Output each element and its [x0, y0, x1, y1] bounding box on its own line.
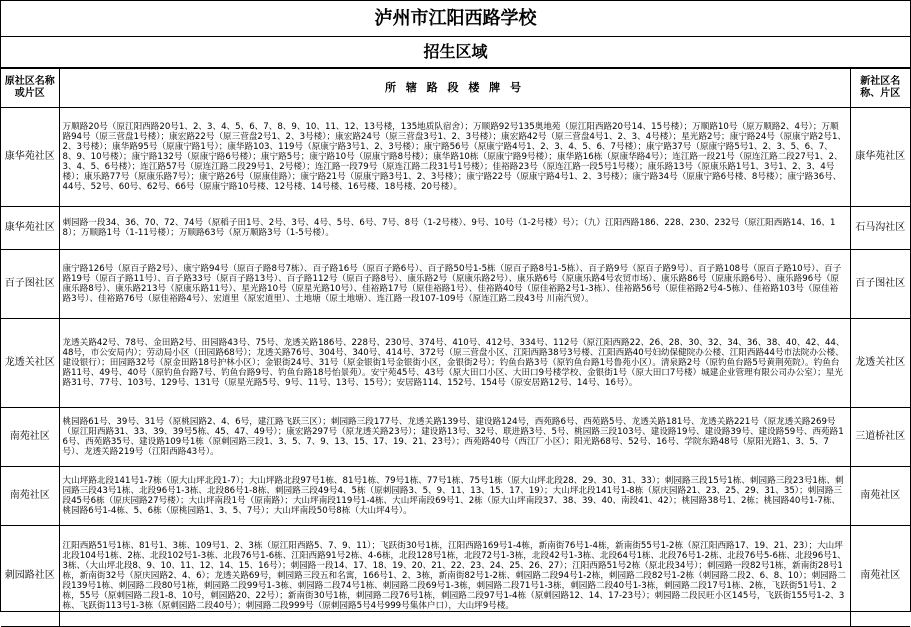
- zone-table: [1, 68, 910, 627]
- old-community-cell: 南苑社区: [1, 408, 59, 467]
- address-cell: 龙透关路42号、78号、金田路2号、田园路43号、75号、龙透关路186号、228号、230号、374号、410号、412号、334号、112号（原江阳西路22、26、28、30、32、34、36、38、40、42、44、48号，市公安局内）；劳动局小区（田园路68号）；龙透关路76号、304号、340号、414号、372号（原三营盘小区、江阳西路38号3号楼、江阳西路40号妇幼保健院办公楼、江阳西路44号市法院办公楼、建设银行）；田园路32号（原金田路18号护林小区）；金银街24号、31号（原金银街1号金银街小区，金银街2号）；钓鱼台路3号（原钓鱼台路1号鲁苑小区）。清泉路2号（原钓鱼台路5号黄荆苑院）。钓鱼台路11号、49号、40号（原钓鱼台路7号、钓鱼台路9号、钓鱼台路18号怡景苑）。安宁苑45号、43号（原大田口小区、大田口9号楼学校、金银街1号（原大田口7号楼）城建企业管理有限公司办公室）；星光路31号、77号、103号、129号、131号（原星光路5号、9号、11号、13号、15号）；安居路114、152号、154号（原安居路12号、14号、16号）。: [59, 319, 850, 408]
- table-row: [1, 467, 910, 526]
- header-old-community: 原社区名称或片区: [1, 69, 59, 108]
- address-cell: 江阳西路51号1栋、81号1、3栋、109号1、2、3栋（原江阳西路5、7、9、11）；飞跃街30号1栋，江阳西路169号1-4栋，新南街76号1-4栋，新南街55号1-2栋（原江阳西路17、19、21、23）；大山坪北段104号1栋、2栋、北段102号1-3栋、北段76号1-6栋、江阳西路91号2栋、4-6栋，北段128号1栋，北段72号1-3栋，北段42号1-3栋、北段64号1栋、北段76号1-2栋、北段76号5-6栋、北段96号1、3栋、（大山坪北段8、9、10、11、12、14、15、16号）；刺园路一段14、17、18、19、20、21、22、23、24、25、26、27）；江阳西路51号2栋（原北段34号）；刺园路一段82号1栋，新南街28号1栋，新南街32号（原庆园路2、4、6）；龙透关路69号，刺园路三段五和名寓，166号1、2、3栋，新南街82号1-2栋、刺园路二段94号1-2栋，刺园路二段82号1-2栋（刺园路二段2、6、8、10）；刺园路二段139号1栋、刺园路二段80号1栋，刺园路二段99号1-3栋、刺园路二段74号1栋、刺园路二段69号1-3栋，刺园路二段71号1-3栋，刺园路二段40号1-3栋，刺园路二段17号1栋、2栋，飞跃街51号1、2栋，55号（原刺园路二段1-8、10号，刺园路20、22号）；新南街30号1栋，刺园路二段76号1栋，刺园路二段97号1-4栋（原刺园路12、14、17-23号）；刺园路二段民旺小区145号，飞跃街155号1-2、3栋、飞跃街113号1-3栋（原刺园路二段40号）；刺园路二段999号（原刺园路5号4号999号集体户口），大山坪9号楼。: [59, 526, 850, 627]
- new-community-cell: 南苑社区: [850, 526, 910, 627]
- school-title: 泸州市江阳西路学校: [1, 1, 910, 37]
- address-cell: 桃园路61号、39号、31号（原桃园路2、4、6号，建江路飞跃三区）；刺园路三段177号、龙透关路139号、建设路124号，西苑路6号、西苑路5号、龙透关路181号、龙透关路221号（原龙透关路269号（原江阳西路31、33、39、39号5栋、45、47、49号）；康宏路297号（原龙透关路23号）；建设路13号、32号、联进路3号、5号、桃园路三段103号、建设路19号、建设路39号、建设路59号、西苑路16号、西苑路35号、建设路109号1栋（原刺园路三段1、3、5、7、9、13、15、17、19、21、23号）；西苑路40号（西江厂小区）；阳光路68号、52号、16号、学院东路48号（原阳光路1、3、5、7号）、龙透关路219号（江阳西路43号）。: [59, 408, 850, 467]
- address-cell: 刺园路一段34、36、70、72、74号（原稻子田1号、2号、3号、4号、5号、6号、7号、8号（1-2号楼）、9号、10号（1-2号楼）号）；（九）江阳西路186、228、230、232号（原江阳西路14、16、18）；万顺路1号（1-11号楼）；万顺路63号（原万顺路3号（1-5号楼）。: [59, 207, 850, 250]
- old-community-cell: 龙透关社区: [1, 319, 59, 408]
- old-community-cell: 康华苑社区: [1, 207, 59, 250]
- table-row: [1, 250, 910, 319]
- new-community-cell: 三道桥社区: [850, 408, 910, 467]
- table-row: [1, 319, 910, 408]
- old-community-cell: 百子图社区: [1, 250, 59, 319]
- section-subtitle: 招生区域: [1, 37, 910, 68]
- table-row: [1, 108, 910, 207]
- old-community-cell: 南苑社区: [1, 467, 59, 526]
- table-header-row: [1, 69, 910, 108]
- new-community-cell: 百子图社区: [850, 250, 910, 319]
- header-addresses: 所 辖 路 段 楼 牌 号: [59, 69, 850, 108]
- address-cell: 大山坪路北段141号1-7栋（原大山坪北段1-7）；大山坪路北段97号1栋、81号1栋、79号1栋、77号1栋、75号1栋（原大山坪北段28、29、30、31、33）；刺园路三段15号1栋、刺园路三段23号1栋、刺园路三段43号1栋、北段96号1-3栋、北段86号1-8栋、刺园路三段49号4、5栋（原刺园路3、5、9、11、13、15、17、19）；大山坪北段141号1-8栋（原庆园路21、23、25、29、31、35）；刺园路三段45号6栋（原庆园路27号楼）；大山坪南段1号（原南路）；大山坪南段119号1-4栋、大山坪南段69号1、2栋（原大山坪南段37、38、39、40、南段41、42）；桃园路38号1、2栋；桃园路40号1-7栋、桃园路6号1-4栋、5、6栋（原桃园路1、3、5、7号）；大山坪南段50号8栋（大山坪4号）。: [59, 467, 850, 526]
- old-community-cell: 康华苑社区: [1, 108, 59, 207]
- address-cell: 万顺路20号（原江阳西路20号1、2、3、4、5、6、7、8、9、10、11、12、13号楼，135地质队宿舍）；万顺路92号135奥地苑（原江阳西路20号14、15号楼）；万顺路10号（原万顺路2、4号）；万顺路94号（原三营盘1号楼）；康宏路22号（原三营盘2号1、2、3号楼）；康宏路24号（原三营盘3号1、2、3号楼）；康宏路42号（原三营盘4号1、2、3、4号楼）；星光路2号；康宁路24号（原康宁路2号1、2、3号楼）；康华路95号（原康宁路1号）；康华路103、119号（原康宁路3号1、2、3号楼）；康宁路56号（原康宁路4号1、2、3、4、5、6、7号楼）；康宁路37号（原康宁路5号1、2、3、5、6、7、8、9、10号楼）；康宁路132号（原康宁路6号楼）；康宁路5号；康宁路10号（原康宁路8号楼）；康华路10栋（原康宁路9号楼）；康华路16栋（原康华路4号）；连江路一段21号（原连江路二段27号1、2、3、4、5、6号楼）；连江路57号（原连江路二段29号1、2号楼）；连江路一段79号（原连江路二段31号1号楼）；佳裕路23号（原连江路一段5号1号楼）；康乐路13号（原康乐路1号1、3号1、2、3、4号楼）；康乐路77号（原康乐路7号）；康宁路26号（原康佳路）；康宁路21号（原康宁路3号1、2、3号楼）；康宁路22号（原康宁路4号1、2、3号楼）；康宁路34号（原康宁路6号楼、8号楼）；康宁路36号、44号、52号、60号、62号、66号（原康宁路10号楼、12号楼、14号楼、16号楼、18号楼、20号楼）。: [59, 108, 850, 207]
- table-row: [1, 526, 910, 627]
- address-cell: 康宁路126号（原百子路2号）、康宁路94号（原百子路8号7栋）、百子路16号（原百子路6号）、百子路50号1-5栋（原百子路8号1-5栋）、百子路9号（原百子路9号）、百子路108号（原百子路10号）、百子路19号（原百子路11号）、百子路33号（原百子路13号）、百子路112号（原百子路8号）、康乐路2号（原康乐路2号）、康乐路6号（原康乐路4号农贸市场）、康乐路86号（原康乐路6号）、康乐路96号（原康乐路8号）、康乐路213号（原康乐路11号）、星光路10号（原星光路10号）、佳裕路17号（原佳裕路1号）、佳裕路40号（原佳裕路2号1-3栋）、佳裕路56号（原佳裕路2号4-5栋）、佳裕路103号（原佳裕路3号）、佳裕路76号（原佳裕路4号）、宏道里（原宏道里）、土地塘（原土地塘）、连江路一段107-109号（原连江路二段43号 川南汽贸）。: [59, 250, 850, 319]
- new-community-cell: 龙透关社区: [850, 319, 910, 408]
- new-community-cell: 康华苑社区: [850, 108, 910, 207]
- new-community-cell: 南苑社区: [850, 467, 910, 526]
- table-row: [1, 207, 910, 250]
- header-new-community: 新社区名称、片区: [850, 69, 910, 108]
- table-row: [1, 408, 910, 467]
- new-community-cell: 石马沟社区: [850, 207, 910, 250]
- old-community-cell: 刺园路社区: [1, 526, 59, 627]
